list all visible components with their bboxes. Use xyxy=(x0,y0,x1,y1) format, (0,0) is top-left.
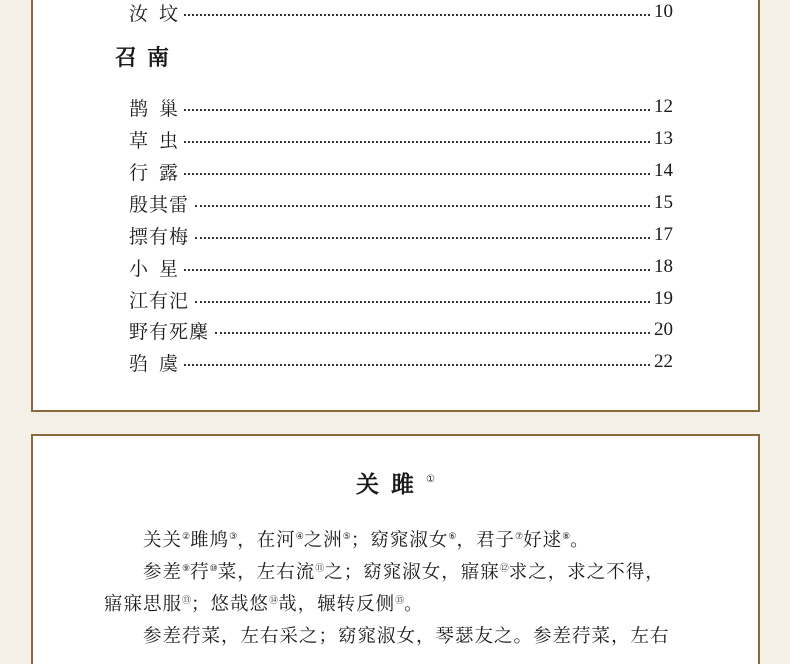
leader-dots xyxy=(184,14,650,16)
toc-entry-page: 14 xyxy=(654,160,673,181)
toc-entry-title-char: 坟 xyxy=(159,2,179,25)
poem-text: 求之，求之不得， xyxy=(508,562,665,583)
footnote-marker[interactable]: ⑭ xyxy=(269,596,279,606)
footnote-marker[interactable]: ⑥ xyxy=(448,532,457,542)
toc-entry[interactable] xyxy=(129,318,673,342)
toc-entry-page: 12 xyxy=(654,96,673,117)
leader-dots xyxy=(184,173,650,175)
poem-text: 关关 xyxy=(143,530,183,551)
poem-text: 菜，左右流 xyxy=(217,562,316,583)
toc-entry[interactable] xyxy=(129,191,673,215)
footnote-marker[interactable]: ⑪ xyxy=(315,564,325,574)
toc-entry-title xyxy=(129,254,178,281)
poem-line xyxy=(143,558,665,584)
toc-entry-title-char: 行 xyxy=(129,161,149,184)
toc-entry[interactable] xyxy=(129,127,673,151)
leader-dots xyxy=(195,237,650,239)
poem-text: 之洲 xyxy=(303,530,343,551)
toc-entry-page: 17 xyxy=(654,224,673,245)
toc-entry[interactable] xyxy=(129,159,673,183)
leader-dots xyxy=(184,269,650,271)
poem-text: 。 xyxy=(570,530,590,551)
toc-entry-title xyxy=(129,94,178,121)
toc-entry-page: 13 xyxy=(654,128,673,149)
toc-entry[interactable] xyxy=(129,95,673,119)
toc-entry-page: 22 xyxy=(654,351,673,372)
toc-entry-title-char: 汝 xyxy=(129,2,149,25)
toc-entry-title-char: 露 xyxy=(159,161,179,184)
footnote-marker[interactable]: ⑫ xyxy=(499,564,509,574)
toc-entry[interactable] xyxy=(129,0,673,24)
leader-dots xyxy=(184,141,650,143)
poem-panel xyxy=(31,434,760,664)
poem-text: 参差 xyxy=(143,562,183,583)
footnote-marker[interactable]: ⑧ xyxy=(562,532,571,542)
toc-entry-title: 野有死麇 xyxy=(129,320,210,343)
leader-dots xyxy=(195,205,650,207)
toc-entry[interactable] xyxy=(129,287,673,311)
footnote-marker[interactable]: ④ xyxy=(295,532,304,542)
toc-entry-page: 18 xyxy=(654,256,673,277)
poem-text: 之；窈窕淑女，寤寐 xyxy=(324,562,500,583)
toc-entry-title-char: 小 xyxy=(129,257,149,280)
toc-entry-title: 江有汜 xyxy=(129,289,190,312)
footnote-marker[interactable]: ⑮ xyxy=(395,596,405,606)
footnote-marker[interactable]: ⑩ xyxy=(209,564,218,574)
poem-text: 参差荇菜，左右采之；窈窕淑女，琴瑟友之。参差荇菜，左右 xyxy=(143,626,670,647)
leader-dots xyxy=(184,109,650,111)
poem-line xyxy=(143,622,670,648)
leader-dots xyxy=(184,364,650,366)
leader-dots xyxy=(215,332,650,334)
poem-title-text: 关雎 xyxy=(356,471,427,498)
footnote-marker[interactable]: ⑬ xyxy=(182,596,192,606)
toc-entry-title xyxy=(129,158,178,185)
toc-entry-title-char: 星 xyxy=(159,257,179,280)
poem-line xyxy=(104,590,424,616)
footnote-marker[interactable]: ⑤ xyxy=(342,532,351,542)
toc-entry-title xyxy=(129,126,178,153)
toc-entry-title-char: 驺 xyxy=(129,352,149,375)
poem-text: ；窈窕淑女 xyxy=(350,530,449,551)
poem-line xyxy=(143,526,590,552)
toc-entry-title: 殷其雷 xyxy=(129,193,190,216)
toc-entry-title xyxy=(129,0,178,26)
toc-entry[interactable] xyxy=(129,223,673,247)
toc-entry-title-char: 草 xyxy=(129,129,149,152)
poem-text: 荇 xyxy=(190,562,210,583)
poem-text: 。 xyxy=(404,594,424,615)
footnote-marker[interactable]: ⑨ xyxy=(182,564,191,574)
poem-text: 好逑 xyxy=(523,530,563,551)
poem-text: 雎鸠 xyxy=(190,530,230,551)
toc-entry-page: 15 xyxy=(654,192,673,213)
footnote-marker[interactable]: ③ xyxy=(229,532,238,542)
poem-text: ，在河 xyxy=(237,530,296,551)
poem-title xyxy=(33,466,758,499)
footnote-marker[interactable]: ⑦ xyxy=(514,532,524,542)
poem-text: 哉，辗转反侧 xyxy=(278,594,396,615)
toc-entry-title-char: 虫 xyxy=(159,129,179,152)
toc-entry-title: 摽有梅 xyxy=(129,225,190,248)
footnote-marker[interactable]: ② xyxy=(182,532,191,542)
footnote-marker: ① xyxy=(426,474,435,485)
toc-entry-page: 20 xyxy=(654,319,673,340)
toc-entry-page: 10 xyxy=(654,1,673,22)
poem-text: ；悠哉悠 xyxy=(191,594,270,615)
section-heading: 召南 xyxy=(115,45,180,71)
poem-text: 寤寐思服 xyxy=(104,594,183,615)
toc-entry[interactable] xyxy=(129,255,673,279)
poem-text: ，君子 xyxy=(456,530,515,551)
toc-panel xyxy=(31,0,760,412)
toc-entry-title-char: 鹊 xyxy=(129,97,149,120)
toc-entry-title xyxy=(129,349,178,376)
toc-entry-page: 19 xyxy=(654,288,673,309)
toc-entry-title-char: 虞 xyxy=(159,352,179,375)
leader-dots xyxy=(195,301,650,303)
toc-entry[interactable] xyxy=(129,350,673,374)
toc-entry-title-char: 巢 xyxy=(159,97,179,120)
